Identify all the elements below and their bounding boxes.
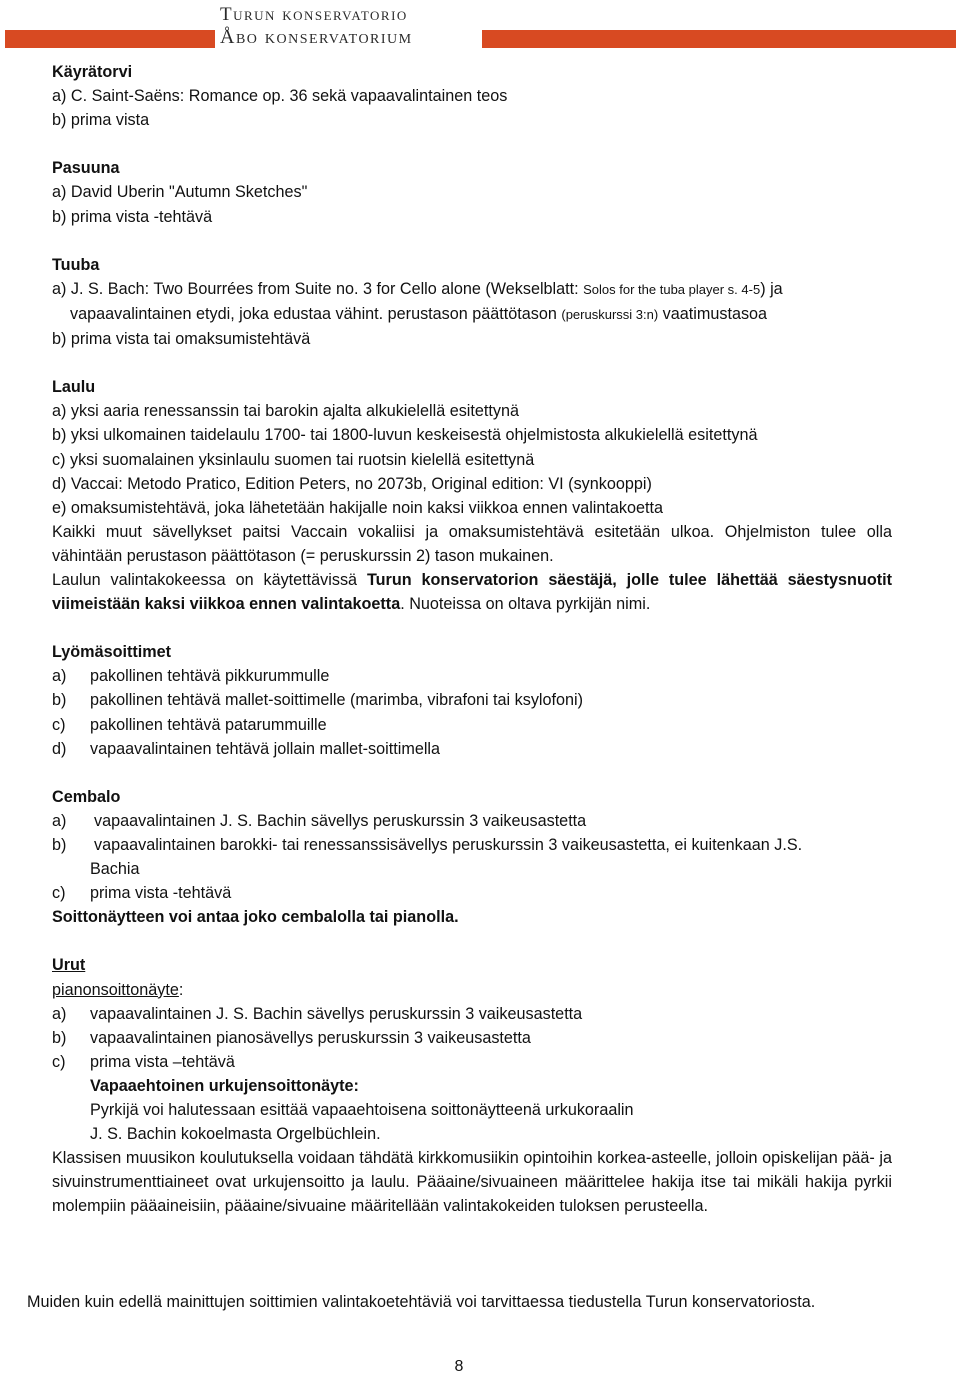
pasuuna-item-b: b) prima vista -tehtävä: [52, 207, 213, 226]
urut-subtitle: pianonsoittonäyte:: [52, 980, 184, 999]
laulu-paragraph-1: Kaikki muut sävellykset paitsi Vaccain vokaliisi ja omaksumistehtävä esitetään ulkoa. Ohjelmiston tulee olla vähintään perustason päättötason (= peruskurssin 2) tason mukainen.: [52, 522, 892, 565]
footer-note: Muiden kuin edellä mainittujen soittimien valintakoetehtäviä voi tarvittaessa tiedustella Turun konservatoriosta.: [27, 1293, 816, 1311]
logo-line-2: Åbo konservatorium: [220, 26, 413, 48]
urut-item-c: c) prima vista –tehtävä: [52, 1052, 235, 1071]
section-title-cembalo: Cembalo: [52, 787, 121, 806]
kayratorvi-item-a: a) C. Saint-Saëns: Romance op. 36 sekä vapaavalintainen teos: [52, 87, 508, 106]
cembalo-item-b-line1: b) vapaavalintainen barokki- tai renessanssisävellys peruskurssin 3 vaikeusastetta, ei kuitenkaan J.S.: [52, 836, 803, 854]
urut-item-b: b) vapaavalintainen pianosävellys peruskurssin 3 vaikeusastetta: [52, 1028, 531, 1047]
page-number: 8: [454, 1358, 464, 1375]
section-title-laulu: Laulu: [52, 378, 96, 397]
cembalo-item-c: c) prima vista -tehtävä: [52, 884, 232, 903]
section-title-urut: Urut: [52, 956, 86, 975]
urut-paragraph: Klassisen muusikon koulutuksella voidaan tähdätä kirkkomusiikin opintoihin korkea-asteelle, jolloin opiskelijan pää- ja sivuinstrumenttiaineet ovat urkujensoitto ja laulu. Pääaine/sivuaineen määrittelee hakija itse tai mikäli hakija pyrkii molempiin pääaineisiin, pääaine/sivuaine määritellään valintakokeiden tuloksen perusteella.: [52, 1149, 892, 1216]
section-title-lyomasoittimet: Lyömäsoittimet: [52, 643, 172, 662]
tuuba-item-a-line1: a) J. S. Bach: Two Bourrées from Suite no. 3 for Cello alone (Wekselblatt: Solos for the tuba player s. 4-5) ja: [52, 279, 783, 298]
urut-optional-line1: Pyrkijä voi halutessaan esittää vapaaehtoisena soittonäytteenä urkukoraalin: [90, 1101, 634, 1120]
logo-line-1: Turun konservatorio: [220, 4, 408, 25]
cembalo-item-a: a) vapaavalintainen J. S. Bachin sävellys peruskurssin 3 vaikeusastetta: [52, 811, 587, 830]
header-bar-left: [5, 30, 215, 48]
laulu-item-d: d) Vaccai: Metodo Pratico, Edition Peters, no 2073b, Original edition: VI (synkooppi): [52, 474, 652, 493]
kayratorvi-item-b: b) prima vista: [52, 111, 150, 130]
laulu-item-a: a) yksi aaria renessanssin tai barokin ajalta alkukielellä esitettynä: [52, 402, 519, 421]
laulu-item-c: c) yksi suomalainen yksinlaulu suomen tai ruotsin kielellä esitettynä: [52, 450, 535, 469]
section-title-kayratorvi: Käyrätorvi: [52, 63, 133, 81]
laulu-item-b: b) yksi ulkomainen taidelaulu 1700- tai 1800-luvun keskeisestä ohjelmistosta alkukielellä esitettynä: [52, 426, 758, 445]
tuuba-item-a-line2: vapaavalintainen etydi, joka edustaa vähint. perustason päättötason (peruskurssi 3:n) vaatimustasoa: [70, 304, 768, 323]
urut-item-a: a) vapaavalintainen J. S. Bachin sävellys peruskurssin 3 vaikeusastetta: [52, 1004, 583, 1023]
lyomasoittimet-item-c: c) pakollinen tehtävä patarummuille: [52, 715, 327, 734]
page-content: [52, 60, 892, 1219]
cembalo-item-b-line2: Bachia: [90, 860, 140, 879]
lyomasoittimet-item-d: d) vapaavalintainen tehtävä jollain mallet-soittimella: [52, 739, 441, 758]
urut-optional-line2: J. S. Bachin kokoelmasta Orgelbüchlein.: [90, 1125, 381, 1144]
section-title-tuuba: Tuuba: [52, 255, 100, 274]
header-bar-right: [482, 30, 956, 48]
urut-optional-title: Vapaaehtoinen urkujensoittonäyte:: [90, 1076, 359, 1095]
lyomasoittimet-item-b: b) pakollinen tehtävä mallet-soittimelle (marimba, vibrafoni tai ksylofoni): [52, 691, 584, 710]
laulu-item-e: e) omaksumistehtävä, joka lähetetään hakijalle noin kaksi viikkoa ennen valintakoetta: [52, 498, 663, 517]
section-title-pasuuna: Pasuuna: [52, 159, 120, 178]
logo: [220, 4, 413, 48]
tuuba-item-b: b) prima vista tai omaksumistehtävä: [52, 330, 311, 349]
laulu-paragraph-2: Laulun valintakokeessa on käytettävissä Turun konservatorion säestäjä, jolle tulee lähettää säestysnuotit viimeistään kaksi viikkoa ennen valintakoetta. Nuoteissa on oltava pyrkijän nimi.: [52, 570, 893, 614]
pasuuna-item-a: a) David Uberin "Autumn Sketches": [52, 183, 308, 202]
lyomasoittimet-item-a: a) pakollinen tehtävä pikkurummulle: [52, 667, 330, 686]
cembalo-note: Soittonäytteen voi antaa joko cembalolla tai pianolla.: [52, 908, 459, 927]
